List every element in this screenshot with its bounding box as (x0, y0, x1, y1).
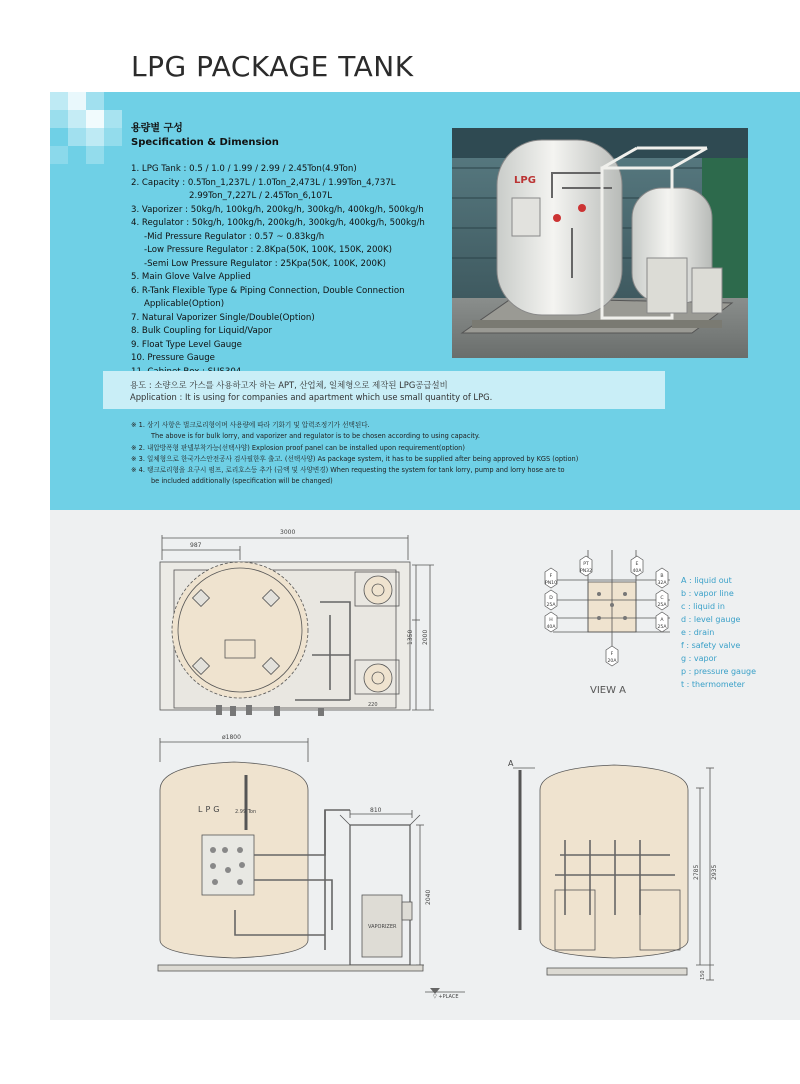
spec-line: 5. Main Glove Valve Applied (131, 272, 251, 282)
svg-text:b : vapor line: b : vapor line (681, 589, 734, 598)
spec-heading-ko: 용량별 구성 (131, 123, 183, 134)
spec-heading (131, 122, 279, 150)
svg-text:H: H (549, 618, 553, 623)
dim-top-bottom: 220 (368, 702, 378, 708)
dim-front-diameter: ø1800 (222, 734, 241, 741)
svg-text:F: F (549, 574, 553, 579)
nozzle-H (545, 612, 557, 632)
spec-line: 4. Regulator : 50kg/h, 100kg/h, 200kg/h, 300kg/h, 400kg/h, 500kg/h (131, 218, 425, 228)
front-tank-label: LPG (198, 805, 223, 814)
spec-line: -Low Pressure Regulator : 2.8Kpa(50K, 100K, 150K, 200K) (144, 245, 392, 255)
svg-text:PN10: PN10 (544, 581, 558, 586)
nozzle-A (656, 612, 668, 632)
svg-text:d : level gauge: d : level gauge (681, 615, 741, 624)
view-a-caption: VIEW A (590, 685, 627, 696)
note-line: ※ 3. 일체형으로 한국가스안전공사 검사필한후 출고. (선택사양) As package system, it has to be supplied after being approved by KGS (option) (131, 454, 579, 463)
side-view (513, 765, 714, 980)
spec-line: 10. Pressure Gauge (131, 353, 215, 363)
spec-line: -Mid Pressure Regulator : 0.57 ~ 0.83kg/h (144, 231, 325, 242)
svg-text:D: D (549, 596, 553, 601)
svg-text:F: F (610, 652, 614, 657)
spec-line: Applicable(Option) (144, 299, 225, 309)
photo-tank-label: LPG (514, 175, 536, 186)
spec-line: -Semi Low Pressure Regulator : 25Kpa(50K, 100K, 200K) (144, 258, 386, 269)
usage-ko: 용도 : 소량으로 가스를 사용하고자 하는 APT, 산업체, 일체형으로 제작된 LPG공급설비 (130, 380, 448, 390)
spec-heading-en: Specification & Dimension (131, 137, 279, 148)
spec-line: 3. Vaporizer : 50kg/h, 100kg/h, 200kg/h, 300kg/h, 400kg/h, 500kg/h (131, 204, 424, 215)
dim-front-box-width: 810 (370, 807, 382, 814)
usage-box (103, 371, 665, 409)
svg-text:32A: 32A (657, 581, 667, 586)
svg-text:A: A (660, 618, 664, 623)
svg-text:t : thermometer: t : thermometer (681, 680, 745, 689)
svg-text:f : safety valve: f : safety valve (681, 641, 741, 650)
spec-line: 9. Float Type Level Gauge (131, 339, 242, 350)
product-photo (452, 128, 748, 358)
svg-text:PT: PT (583, 562, 589, 567)
note-line: be included additionally (specification will be changed) (151, 477, 333, 486)
note-line: ※ 4. 탱크로리형을 요구시 펌프, 로리호스등 추가 (금액 및 사양변경) When requesting the system for tank lorry, pump and lorry hose are to (131, 466, 565, 475)
nozzle-PT (580, 556, 592, 576)
svg-text:E: E (635, 562, 639, 567)
nozzle-C (656, 590, 668, 610)
svg-text:25A: 25A (657, 625, 667, 630)
svg-text:c : liquid in: c : liquid in (681, 602, 725, 611)
spec-line: 1. LPG Tank : 0.5 / 1.0 / 1.99 / 2.99 / 2.45Ton(4.9Ton) (131, 164, 357, 174)
dim-front-box-height: 2040 (425, 889, 432, 905)
note-line: The above is for bulk lorry, and vaporizer and regulator is to be chosen according to using capacity. (151, 432, 480, 441)
notes (131, 420, 651, 488)
note-line: ※ 1. 상기 사항은 벌크로리형이며 사용량에 따라 기화기 및 압력조정기가 선택된다. (131, 421, 370, 429)
svg-text:40A: 40A (546, 625, 556, 630)
usage-en: Application : It is using for companies and apartment which use small quantity of LPG. (130, 392, 493, 402)
svg-text:g : vapor: g : vapor (681, 654, 717, 663)
spec-line: 2.99Ton_7,227L / 2.45Ton_6,107L (189, 191, 332, 201)
svg-text:PN32: PN32 (579, 569, 593, 574)
spec-line: 7. Natural Vaporizer Single/Double(Option) (131, 312, 315, 323)
svg-text:25A: 25A (657, 603, 667, 608)
svg-text:B: B (660, 574, 664, 579)
nozzle-F (545, 568, 557, 588)
ground-label: ▽ +PLACE (433, 994, 459, 1000)
spec-line: 2. Capacity : 0.5Ton_1,237L / 1.0Ton_2,473L / 1.99Ton_4,737L (131, 177, 396, 188)
dim-top-h2: 2000 (422, 629, 429, 645)
vaporizer-label: VAPORIZER (368, 924, 397, 930)
nozzle-F-bottom (606, 646, 618, 666)
nozzle-E (631, 556, 643, 576)
front-tank-sub: 2.99 Ton (235, 809, 257, 815)
dim-top-left: 987 (190, 542, 202, 549)
svg-text:25A: 25A (546, 603, 556, 608)
svg-text:e : drain: e : drain (681, 628, 715, 637)
dim-side-h2: 2935 (711, 864, 718, 880)
view-a-diagram (553, 550, 670, 660)
svg-text:20A: 20A (607, 659, 617, 664)
dim-side-h1: 2785 (693, 864, 700, 880)
svg-text:C: C (660, 596, 664, 601)
note-line: ※ 2. 내압방폭형 판넬부착가능(선택사양) Explosion proof panel can be installed upon requirement(option) (131, 443, 465, 452)
page-title: LPG PACKAGE TANK (131, 50, 414, 83)
view-a-legend (681, 576, 756, 689)
svg-text:p : pressure gauge: p : pressure gauge (681, 667, 757, 676)
svg-text:40A: 40A (632, 569, 642, 574)
spec-list (131, 163, 451, 379)
dim-top-h1: 1350 (407, 629, 414, 645)
drawing-area (50, 510, 800, 1020)
dim-top-width: 3000 (280, 529, 296, 536)
front-view (158, 738, 465, 994)
spec-line: 6. R-Tank Flexible Type & Piping Connection, Double Connection (131, 285, 405, 296)
top-view (160, 535, 434, 716)
nozzle-B (656, 568, 668, 588)
spec-line: 8. Bulk Coupling for Liquid/Vapor (131, 326, 273, 336)
side-view-marker: A (508, 759, 514, 768)
dim-side-bottom: 150 (700, 970, 706, 980)
svg-text:A : liquid out: A : liquid out (681, 576, 732, 585)
